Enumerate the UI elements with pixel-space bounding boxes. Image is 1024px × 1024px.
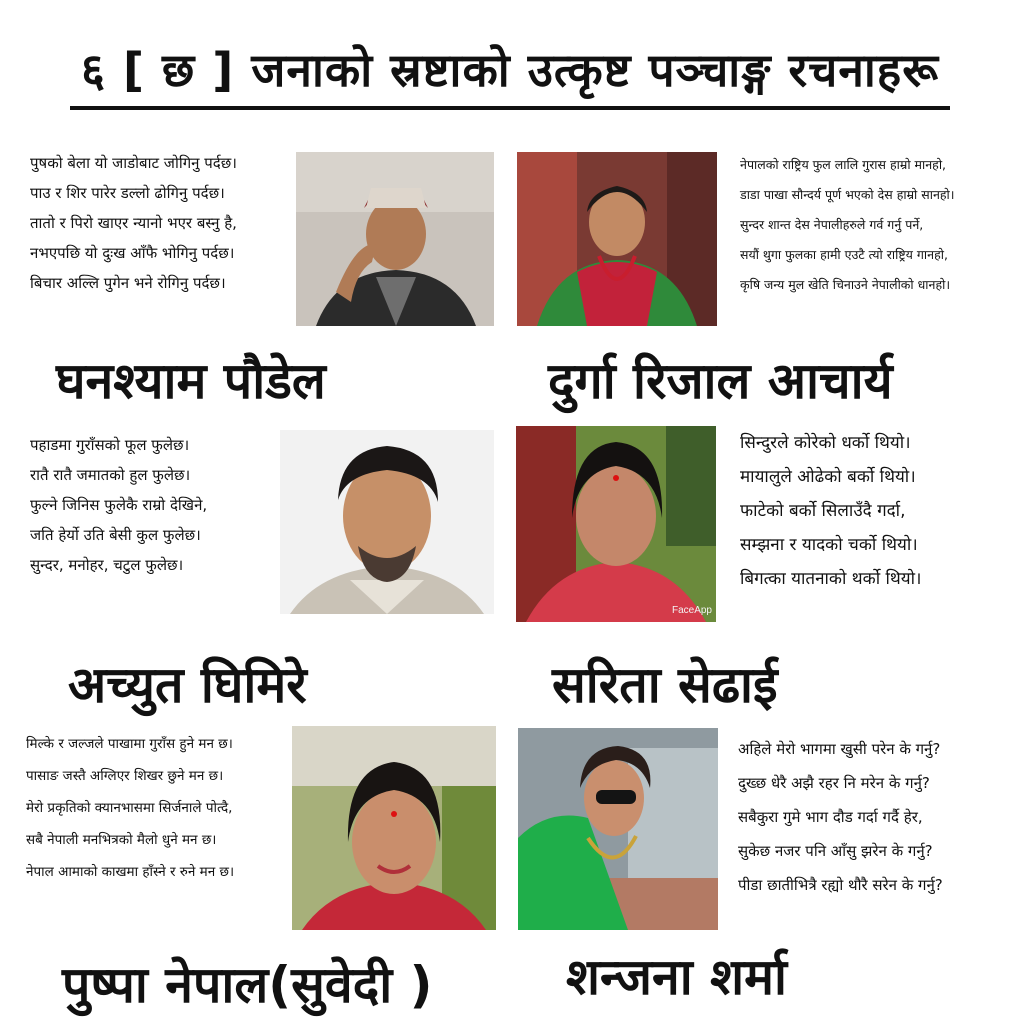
photo-durga — [517, 152, 717, 326]
poem-line: बिगत्का यातनाको थर्को थियो। — [740, 569, 922, 589]
poem-line: पाउ र शिर पारेर डल्लो ढोगिनु पर्दछ। — [30, 184, 225, 202]
poem-line: नेपालको राष्ट्रिय फुल लालि गुरास हाम्रो मानहो, — [740, 157, 947, 172]
poem-line: सयौं थुगा फुलका हामी एउटै त्यो राष्ट्रिय गानहो, — [740, 247, 948, 262]
photo-ghanashyam — [296, 152, 494, 326]
poem-line: सबै नेपाली मनभित्रको मैलो धुने मन छ। — [26, 832, 217, 848]
poem-line: जति हेर्यो उति बेसी कुल फुलेछ। — [30, 526, 201, 544]
poem-line: मेरो प्रकृतिको क्यानभासमा सिर्जनाले पोत्दै, — [26, 800, 233, 816]
poem-durga — [740, 150, 955, 300]
poem-line: नेपाल आमाको काखमा हाँस्ने र रुने मन छ। — [26, 864, 235, 880]
poem-line: सम्झना र यादको चर्को थियो। — [740, 535, 918, 555]
poem-line: अहिले मेरो भागमा खुसी परेन के गर्नु? — [738, 740, 941, 758]
page-title: ६ [ छ ] जनाको स्रष्टाको उत्कृष्ट पञ्चाङ्ग रचनाहरू — [70, 34, 950, 110]
poem-shanjana — [738, 732, 943, 902]
poem-line: नभएपछि यो दुःख आँफै भोगिनु पर्दछ। — [30, 244, 235, 262]
poem-pushpa — [26, 728, 234, 888]
poem-line: कृषि जन्य मुल खेति चिनाउने नेपालीको धानहो। — [740, 277, 951, 292]
poet-name: पुष्पा नेपाल(सुवेदी ) — [62, 956, 433, 1014]
poet-name: शन्जना शर्मा — [566, 948, 787, 1006]
photo-shanjana — [518, 728, 718, 930]
poem-line: पासाङ जस्तै अग्लिएर शिखर छुने मन छ। — [26, 768, 224, 784]
photo-achyut — [280, 430, 494, 614]
poem-line: सबैकुरा गुमे भाग दौड गर्दा गर्दै हेर, — [738, 808, 923, 826]
poem-ghanashyam — [30, 148, 237, 298]
poem-achyut — [30, 430, 207, 580]
poem-line: सिन्दुरले कोरेको धर्को थियो। — [740, 433, 911, 453]
poem-line: सुन्दर, मनोहर, चटुल फुलेछ। — [30, 556, 184, 574]
poem-line: डाडा पाखा सौन्दर्य पूर्ण भएको देस हाम्रो सानहो। — [740, 187, 955, 202]
poet-name: अच्युत घिमिरे — [68, 656, 307, 714]
poem-line: दुख्छ धेरै अझै रहर नि मरेन के गर्नु? — [738, 774, 930, 792]
poem-sarita — [740, 426, 922, 596]
poem-line: पुषको बेला यो जाडोबाट जोगिनु पर्दछ। — [30, 154, 237, 172]
poem-line: मायालुले ओढेको बर्को थियो। — [740, 467, 916, 487]
faceapp-watermark: FaceApp — [671, 605, 712, 616]
poem-line: पहाडमा गुराँसको फूल फुलेछ। — [30, 436, 190, 454]
photo-pushpa — [292, 726, 496, 930]
poet-name: दुर्गा रिजाल आचार्य — [548, 352, 893, 410]
poem-line: सुन्दर शान्त देस नेपालीहरुले गर्व गर्नु पर्ने, — [740, 217, 924, 232]
poet-name: सरिता सेढाई — [552, 656, 778, 714]
poem-line: मिल्के र जल्जले पाखामा गुराँस हुने मन छ। — [26, 736, 233, 752]
poem-line: तातो र पिरो खाएर न्यानो भएर बस्नु है, — [30, 214, 237, 232]
poet-name: घनश्याम पौडेल — [56, 352, 326, 410]
poem-line: फाटेको बर्को सिलाउँदै गर्दा, — [740, 501, 906, 521]
poem-line: पीडा छातीभित्रै रह्यो थौरै सरेन के गर्नु? — [738, 876, 943, 894]
poem-line: फुल्ने जिनिस फुलेकै राम्रो देखिने, — [30, 496, 208, 514]
poem-line: बिचार अल्लि पुगेन भने रोगिनु पर्दछ। — [30, 274, 226, 292]
photo-sarita — [516, 426, 716, 622]
poem-line: सुकेछ नजर पनि आँसु झरेन के गर्नु? — [738, 842, 933, 860]
poem-line: रातै रातै जमातको हुल फुलेछ। — [30, 466, 191, 484]
